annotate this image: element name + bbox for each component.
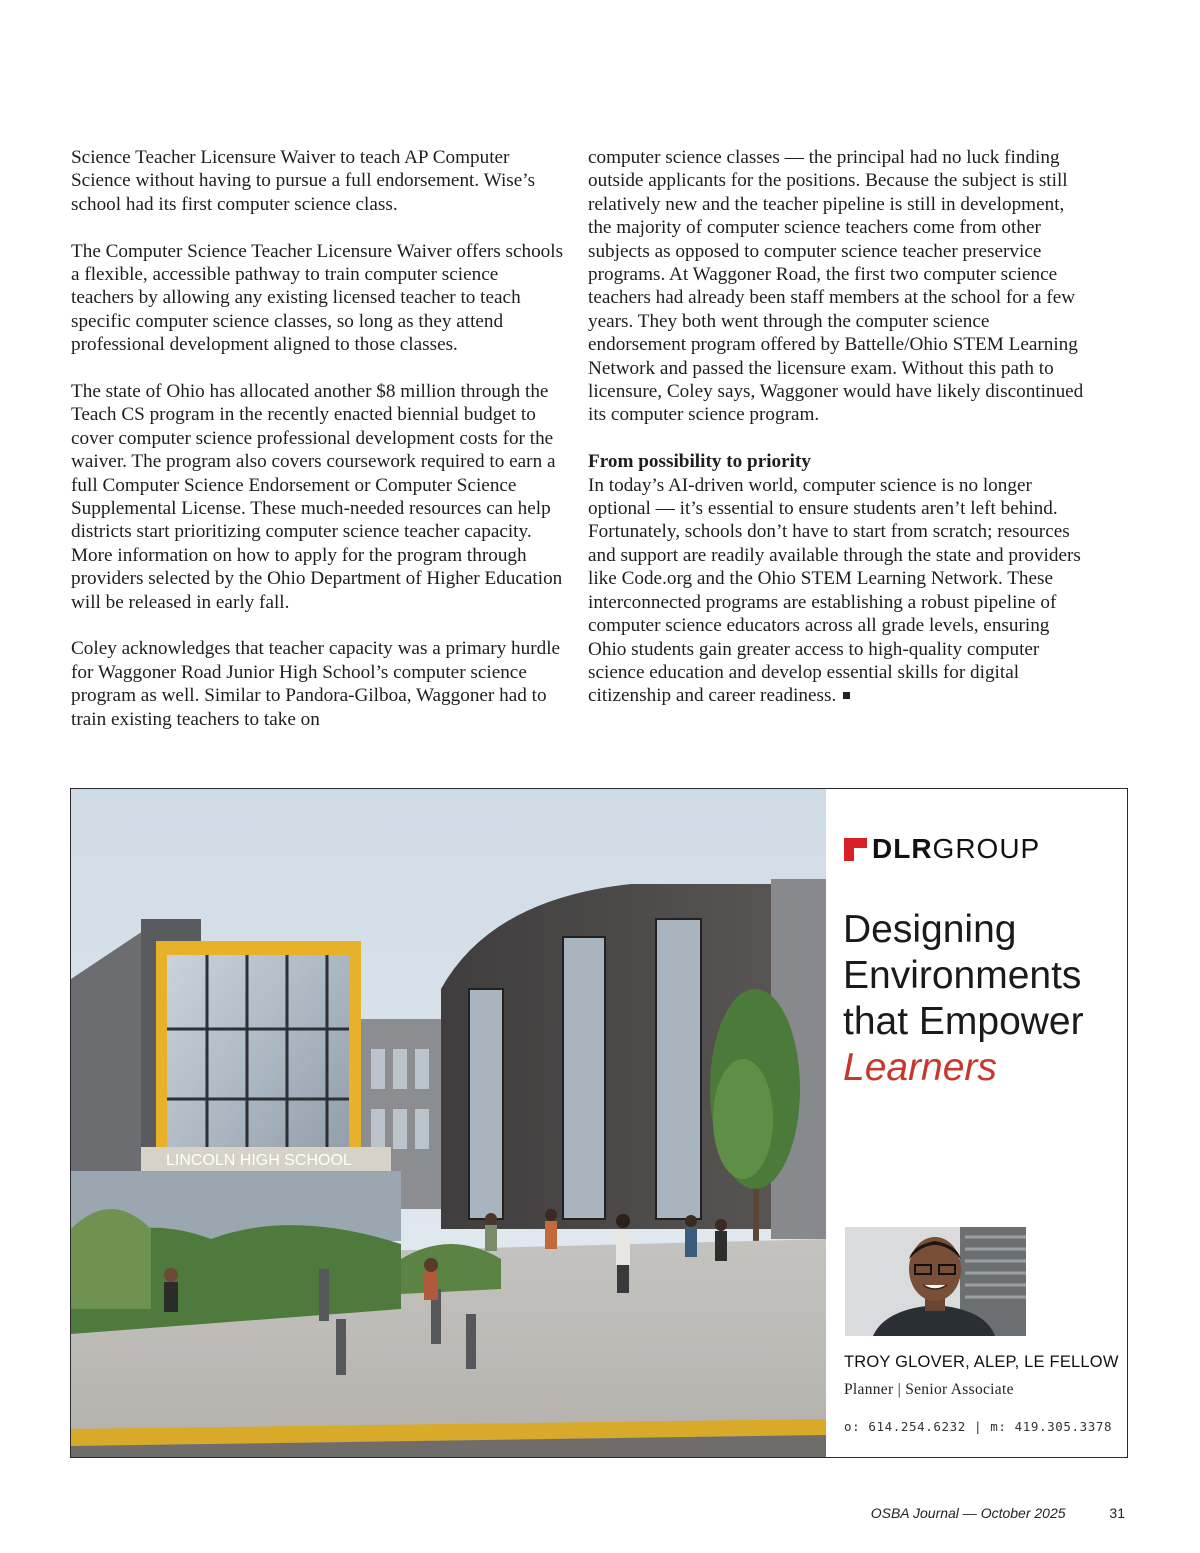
person-portrait-photo [845,1227,1026,1336]
advertisement [70,788,1128,1458]
headline-line: that Empower [843,1000,1084,1043]
building-sign-text: LINCOLN HIGH SCHOOL [166,1152,352,1169]
building-rendering-image [71,789,826,1457]
headline-accent: Learners [843,1046,997,1089]
paragraph-text: In today’s AI-driven world, computer science is no longer optional — it’s essential to ensure students aren’t left behind. Fortunately, schools don’t have to start from scratch; resources and support are readily available through the state and providers like Code.org and the Ohio STEM Learning Network. These interconnected programs are establishing a robust pipeline of computer science educators across all grade levels, ensuring Ohio students gain greater access to high-quality computer science education and develop essential skills for digital citizenship and career readiness. [588,474,1081,707]
paragraph: Science Teacher Licensure Waiver to teach AP Computer Science without having to pursue a full endorsement. Wise’s school had its first computer science class. [71,147,536,215]
left-column [71,146,565,731]
headline-line: Environments [843,954,1082,997]
contact-phone-numbers: o: 614.254.6232 | m: 419.305.3378 [844,1419,1113,1434]
dlr-logo-mark-icon [844,838,867,861]
paragraph: Coley acknowledges that teacher capacity was a primary hurdle for Waggoner Road Junior High School’s computer science program as well. Similar to Pandora-Gilboa, Waggoner had to train existing teachers to take on [71,638,561,730]
end-of-article-mark [843,692,850,699]
paragraph [588,474,1084,708]
section-heading: From possibility to priority [588,451,811,473]
logo-wordmark: DLRGROUP [872,833,1041,864]
paragraph: The Computer Science Teacher Licensure Waiver offers schools a flexible, accessible pathway to train computer science teachers by allowing any existing licensed teacher to teach specific computer science classes, so long as they attend professional development aligned to those classes. [71,240,564,356]
person-title: Planner | Senior Associate [844,1381,1014,1398]
paragraph: computer science classes — the principal had no luck finding outside applicants for the positions. Because the subject is still relatively new and the teacher pipeline is still in development, the majority of computer science teachers come from other subjects as opposed to computer science teacher preservice programs. At Waggoner Road, the first two computer science teachers had already been staff members at the school for a few years. They both went through the computer science endorsement program offered by Battelle/Ohio STEM Learning Network and passed the licensure exam. Without this path to licensure, Coley says, Waggoner would have likely discontinued its computer science program. [588,147,1084,426]
right-column [588,146,1084,708]
person-name: TROY GLOVER, ALEP, LE FELLOW [844,1353,1119,1371]
page-number: 31 [1109,1505,1125,1521]
headline-line: Designing [843,908,1017,951]
ad-headline [843,907,1123,1091]
page-footer [871,1505,1125,1521]
ad-copy-panel [826,789,1127,1457]
journal-name: OSBA Journal — October 2025 [870,1505,1066,1521]
paragraph: The state of Ohio has allocated another $8 million through the Teach CS program in the recently enacted biennial budget to cover computer science professional development costs for the waiver. The program also covers coursework required to earn a full Computer Science Endorsement or Computer Science Supplemental License. These much-needed resources can help districts start prioritizing computer science teacher capacity. More information on how to apply for the program through providers selected by the Ohio Department of Higher Education will be released in early fall. [71,381,563,613]
dlr-group-logo [844,835,1040,863]
